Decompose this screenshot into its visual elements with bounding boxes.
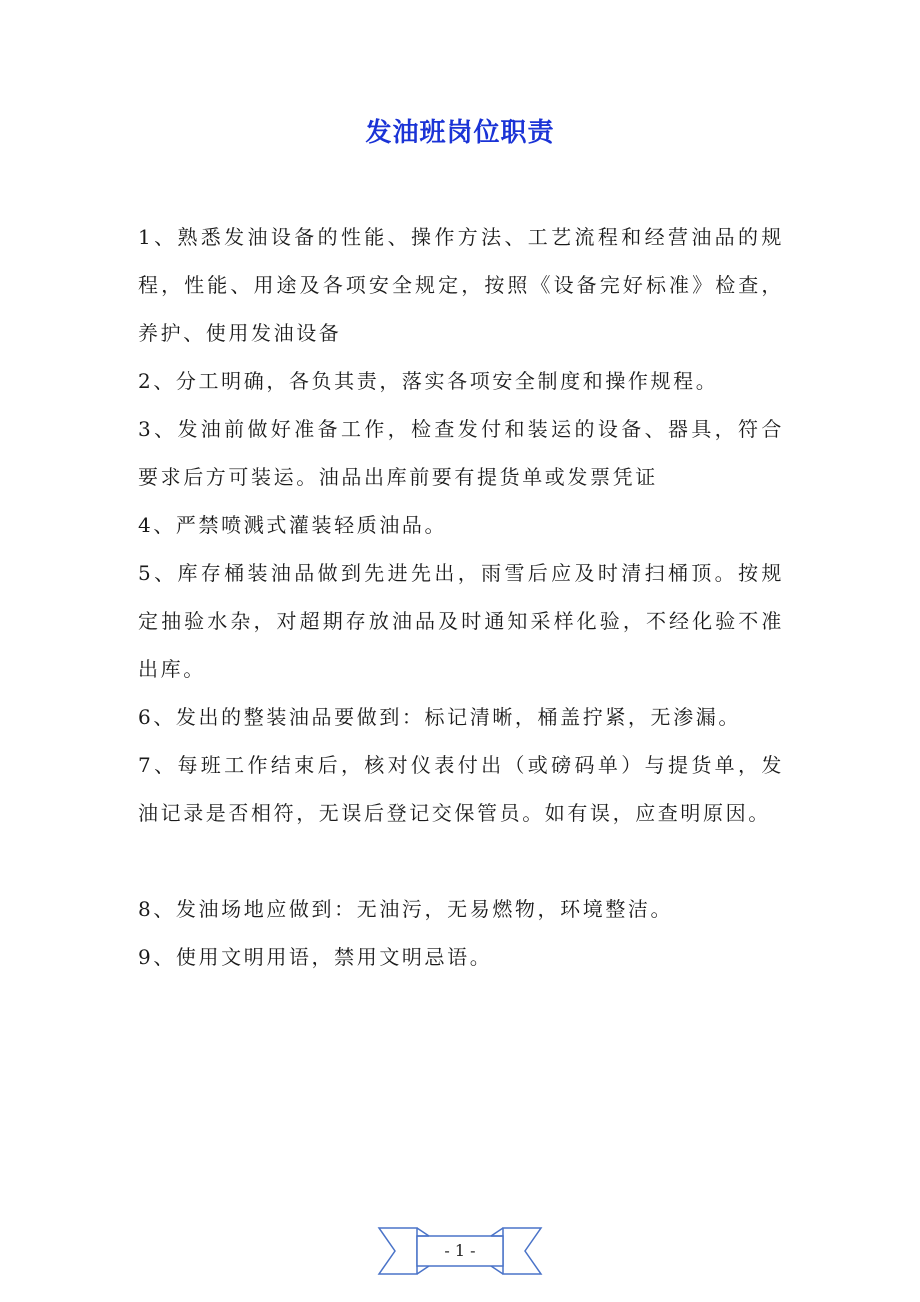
paragraph-3: 3、发油前做好准备工作，检查发付和装运的设备、器具，符合要求后方可装运。油品出库前要有提货单或发票凭证 (138, 417, 784, 489)
paragraph-1: 1、熟悉发油设备的性能、操作方法、工艺流程和经营油品的规程，性能、用途及各项安全规定，按照《设备完好标准》检查，养护、使用发油设备 (138, 225, 784, 345)
paragraph-9: 9、使用文明用语，禁用文明忌语。 (138, 945, 493, 969)
page-number: - 1 - (444, 1241, 476, 1260)
paragraph-2: 2、分工明确，各负其责，落实各项安全制度和操作规程。 (138, 369, 719, 393)
page-footer (377, 1222, 543, 1280)
paragraph-8: 8、发油场地应做到：无油污，无易燃物，环境整洁。 (138, 897, 674, 921)
paragraph-7: 7、每班工作结束后，核对仪表付出（或磅码单）与提货单，发油记录是否相符，无误后登记交保管员。如有误，应查明原因。 (138, 753, 784, 825)
paragraph-5: 5、库存桶装油品做到先进先出，雨雪后应及时清扫桶顶。按规定抽验水杂，对超期存放油品及时通知采样化验，不经化验不准出库。 (138, 561, 784, 681)
paragraph-4: 4、严禁喷溅式灌装轻质油品。 (138, 513, 448, 537)
page-title: 发油班岗位职责 (365, 118, 555, 148)
paragraph-6: 6、发出的整装油品要做到：标记清晰，桶盖拧紧，无渗漏。 (138, 705, 741, 729)
document-body (138, 213, 784, 981)
